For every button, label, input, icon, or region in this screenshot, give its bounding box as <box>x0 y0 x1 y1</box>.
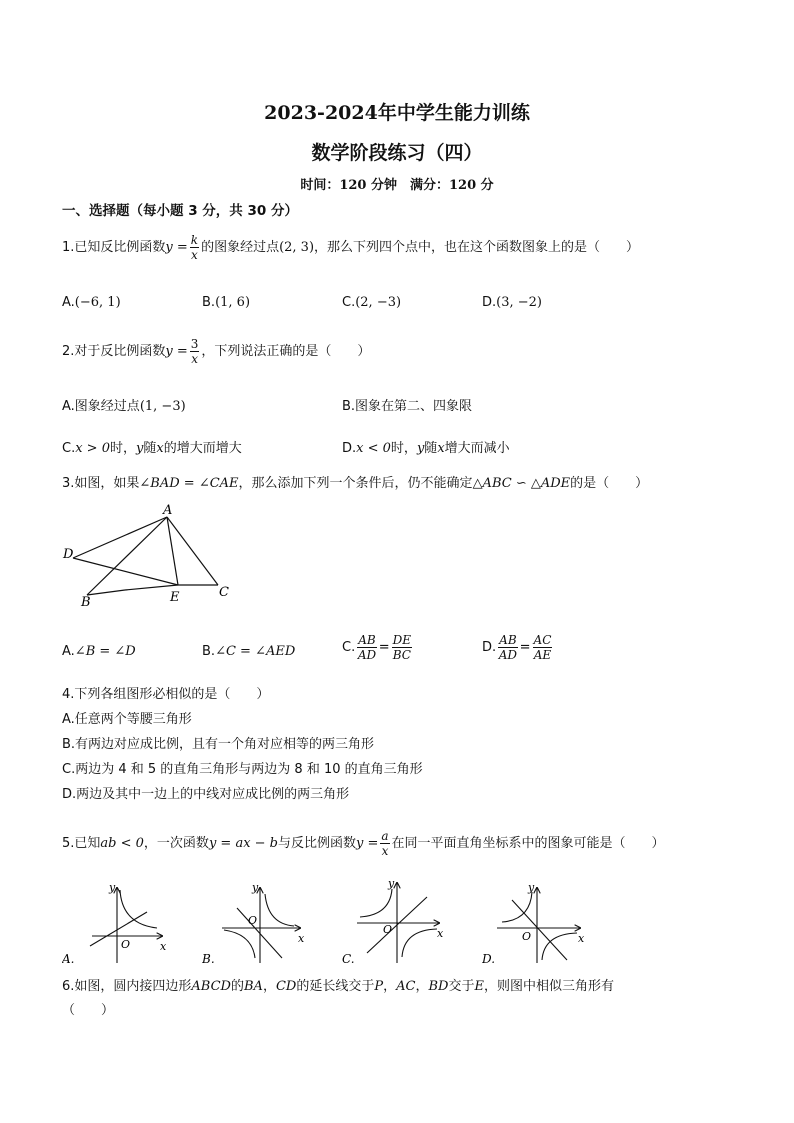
graph-c-x-label: x <box>437 927 444 940</box>
q3-d-n1: AB <box>499 633 517 647</box>
q2-num: 3 <box>190 337 199 351</box>
graph-c-curve-1 <box>360 889 392 917</box>
q2-d-cond: x < 0 <box>356 441 391 456</box>
q3-a-expr: ∠B = ∠D <box>74 644 136 659</box>
q2-d-x: x <box>437 441 445 456</box>
q3-d-eq: = <box>519 640 531 655</box>
q5-lhs: y = <box>356 836 379 851</box>
graph-a-label: A. <box>62 952 75 966</box>
q4-option-c: C.两边为 4 和 5 的直角三角形与两边为 8 和 10 的直角三角形 <box>62 762 423 777</box>
q3-d-label: D. <box>482 640 497 655</box>
graph-b-curve-2 <box>265 894 294 926</box>
line-de <box>73 558 178 585</box>
q4-option-d: D.两边及其中一边上的中线对应成比例的两三角形 <box>62 787 350 802</box>
q3-option-b <box>202 643 295 661</box>
graph-d-y-label: y <box>528 881 535 894</box>
q6-mid1: 的 <box>230 979 244 994</box>
graph-d-curve-2 <box>542 933 577 960</box>
graph-c-origin: O <box>383 923 393 936</box>
q1-a-label: A. <box>62 295 75 310</box>
q1-lhs: y = <box>165 240 188 255</box>
q2-suffix: ，下列说法正确的是（ ） <box>201 344 371 359</box>
graph-b-x-label: x <box>298 932 305 945</box>
q6-prefix: 6.如图，圆内接四边形 <box>62 979 192 994</box>
graph-c-curve-2 <box>402 929 437 957</box>
graph-d-x-label: x <box>578 932 585 945</box>
q2-c-tail: 的增大而增大 <box>163 441 242 456</box>
q2-c-mid2: 随 <box>143 441 157 456</box>
question-2 <box>62 337 370 366</box>
q3-d-d2: AE <box>533 648 552 662</box>
q6-comma-2: ， <box>383 979 397 994</box>
label-c: C <box>219 585 229 600</box>
q6-suffix: ，则图中相似三角形有 <box>483 979 614 994</box>
q3-option-a <box>62 643 136 661</box>
q1-point: (2, 3) <box>279 240 315 255</box>
q1-a-value: (−6, 1) <box>74 295 121 310</box>
q2-d-mid: 时， <box>390 441 417 456</box>
q1-c-label: C. <box>342 295 356 310</box>
question-4: 4.下列各组图形必相似的是（ ） <box>62 687 270 702</box>
graph-a-x-label: x <box>160 940 167 953</box>
q2-c-x: x <box>156 441 164 456</box>
graph-b-origin: O <box>248 914 258 927</box>
q2-d-label: D. <box>342 441 357 456</box>
q5-graph-c <box>342 875 452 968</box>
time-info: 时间：120 分钟 满分：120 分 <box>300 178 494 193</box>
graph-a-y-label: y <box>109 881 116 894</box>
graph-c-label: C. <box>342 952 355 966</box>
graph-b-y-label: y <box>252 881 259 894</box>
q2-c-y: y <box>136 441 144 456</box>
q6-ac: AC <box>396 979 416 994</box>
q2-den: x <box>191 352 198 366</box>
q6-comma-1: ， <box>262 979 276 994</box>
line-ab <box>87 517 167 595</box>
q6-e: E <box>474 979 484 994</box>
line-ac <box>167 517 218 585</box>
q6-mid3: 交于 <box>448 979 475 994</box>
question-6 <box>62 978 614 996</box>
graph-b-curve-1 <box>224 930 255 958</box>
label-a: A <box>163 503 173 518</box>
q3-option-c <box>342 633 414 662</box>
q2-d-mid2: 随 <box>424 441 438 456</box>
q3-c-d1: AD <box>357 648 377 662</box>
q3-c-label: C. <box>342 640 356 655</box>
q6-bd: BD <box>428 979 449 994</box>
q5-graph-d <box>482 878 592 968</box>
q1-option-d <box>482 294 542 312</box>
q3-c-eq: = <box>378 640 390 655</box>
label-b: B <box>81 595 91 610</box>
q1-option-c <box>342 294 401 312</box>
graph-c-y-label: y <box>388 877 395 890</box>
q2-fraction <box>190 337 200 366</box>
line-ad <box>73 517 167 558</box>
graph-a-curve-1 <box>120 890 157 928</box>
q6-p: P <box>374 979 384 994</box>
q3-tri: △ABC ∽ △ADE <box>472 476 571 491</box>
q2-d-y: y <box>416 441 425 456</box>
q1-c-value: (2, −3) <box>355 295 402 310</box>
q2-option-a <box>62 398 186 416</box>
q5-graph-a <box>62 878 172 968</box>
q2-c-mid: 时， <box>109 441 136 456</box>
q6-cd: CD <box>275 979 297 994</box>
q3-option-d <box>482 633 554 662</box>
q3-figure-lines <box>73 517 218 595</box>
q1-b-value: (1, 6) <box>215 295 251 310</box>
q1-fraction <box>190 233 199 262</box>
q3-figure <box>55 500 245 610</box>
label-e: E <box>170 590 180 605</box>
q2-c-label: C. <box>62 441 76 456</box>
q5-linear: y = ax − b <box>208 836 278 851</box>
q1-den: x <box>191 248 198 262</box>
q3-b-label: B. <box>202 644 216 659</box>
q2-option-d <box>342 440 510 458</box>
question-1 <box>62 233 639 262</box>
q6-mid2: 的延长线交于 <box>296 979 375 994</box>
q6-comma-3: ， <box>415 979 429 994</box>
graph-b-label: B. <box>202 952 215 966</box>
q1-num: k <box>190 233 199 247</box>
graph-d-line <box>512 900 567 960</box>
q2-a-point: (1, −3) <box>139 399 186 414</box>
line-ae <box>167 517 178 585</box>
page-subtitle: 数学阶段练习（四） <box>311 142 483 164</box>
q3-mid: ，那么添加下列一个条件后，仍不能确定 <box>238 476 473 491</box>
q3-b-expr: ∠C = ∠AED <box>215 644 296 659</box>
q2-prefix: 2.对于反比例函数 <box>62 344 166 359</box>
graph-a-line <box>90 912 147 946</box>
q2-lhs: y = <box>165 344 188 359</box>
page-title: 2023-2024年中学生能力训练 <box>264 102 530 124</box>
q1-d-value: (3, −2) <box>496 295 542 310</box>
line-be-1 <box>87 590 125 595</box>
graph-a-origin: O <box>121 938 131 951</box>
label-d: D <box>63 547 74 562</box>
graph-d-label: D. <box>482 952 496 966</box>
q1-prefix: 1.已知反比例函数 <box>62 240 166 255</box>
q3-c-d2: BC <box>392 648 411 662</box>
question-5 <box>62 829 665 858</box>
q6-quad: ABCD <box>191 979 231 994</box>
q1-d-label: D. <box>482 295 497 310</box>
q5-suffix: 在同一平面直角坐标系中的图象可能是（ ） <box>391 836 665 851</box>
q3-c-n1: AB <box>358 633 376 647</box>
q2-c-cond: x > 0 <box>75 441 110 456</box>
q3-a-label: A. <box>62 644 75 659</box>
q1-option-b <box>202 294 250 312</box>
q3-d-n2: AC <box>533 633 552 647</box>
q5-fraction <box>380 829 389 858</box>
q6-ba: BA <box>243 979 263 994</box>
q5-graph-b <box>202 878 312 968</box>
q5-cond: ab < 0 <box>100 836 144 851</box>
question-3 <box>62 475 648 493</box>
q3-prefix: 3.如图，如果 <box>62 476 140 491</box>
q3-c-frac-2 <box>392 633 412 662</box>
q5-den: x <box>381 844 389 858</box>
q1-mid: 的图象经过点 <box>201 240 280 255</box>
q3-d-frac-1 <box>498 633 517 662</box>
q5-prefix: 5.已知 <box>62 836 101 851</box>
q5-num: a <box>381 829 389 843</box>
q2-a-text: A.图象经过点 <box>62 399 140 414</box>
q1-suffix: ，那么下列四个点中，也在这个函数图象上的是（ ） <box>314 240 640 255</box>
q4-option-b: B.有两边对应成比例，且有一个角对应相等的两三角形 <box>62 737 375 752</box>
section-title: 一、选择题（每小题 3 分，共 30 分） <box>62 203 298 219</box>
q4-option-a: A.任意两个等腰三角形 <box>62 712 192 727</box>
q5-mid: ，一次函数 <box>143 836 209 851</box>
q3-suffix: 的是（ ） <box>570 476 649 491</box>
q1-b-label: B. <box>202 295 216 310</box>
graph-d-origin: O <box>522 930 532 943</box>
q3-eq: ∠BAD = ∠CAE <box>139 476 239 491</box>
q3-c-n2: DE <box>392 633 411 647</box>
q3-d-frac-2 <box>533 633 553 662</box>
q3-d-d1: AD <box>498 648 518 662</box>
q2-option-c <box>62 440 242 458</box>
q5-mid2: 与反比例函数 <box>278 836 357 851</box>
q3-c-frac-1 <box>357 633 376 662</box>
q2-option-b: B.图象在第二、四象限 <box>342 399 473 414</box>
q6-paren: （ ） <box>62 1003 115 1018</box>
q1-option-a <box>62 294 121 312</box>
q2-d-tail: 增大而减小 <box>444 441 510 456</box>
